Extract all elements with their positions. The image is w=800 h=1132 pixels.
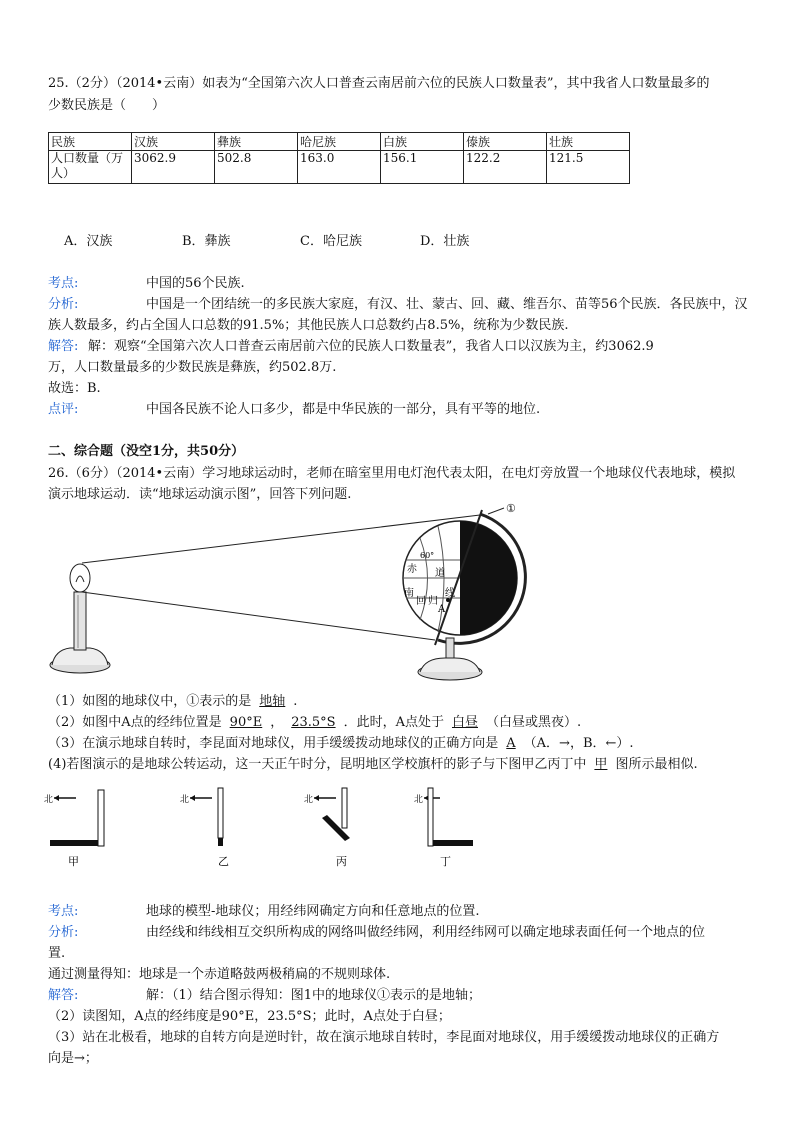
q26-jieda-line1: 解：（1）结合图示得知：图1中的地球仪①表示的是地轴； <box>146 988 482 1003</box>
globe-label-chi: 赤 <box>407 564 417 575</box>
lat-label: 60° <box>420 551 435 560</box>
north-label: 北 <box>414 795 424 805</box>
flagpole <box>342 788 347 828</box>
flagpole <box>98 790 104 846</box>
q26-sub2-answer-lon: 90°E <box>229 715 263 730</box>
option-c: C．哈尼族 <box>300 234 362 249</box>
panel-label: 丙 <box>336 855 347 868</box>
table-cell: 白族 <box>381 133 464 151</box>
table-cell: 121.5 <box>547 151 630 184</box>
q26-jieda-line3: （3）站在北极看，地球的自转方向是逆时针，故在演示地球自转时，李昆面对地球仪，用手缓缓拨动地球仪的正确方 <box>48 1030 720 1045</box>
marker-one: ① <box>506 502 516 515</box>
q25-jieda-line1: 解：观察“全国第六次人口普查云南居前六位的民族人口数量表”，我省人口以汉族为主，约3062.9 <box>88 339 654 354</box>
panel-label: 甲 <box>68 855 79 868</box>
table-cell: 汉族 <box>132 133 215 151</box>
q26-kaodian: 地球的模型-地球仪；用经纬网确定方向和任意地点的位置. <box>146 904 480 919</box>
q26-sub1-text: （1）如图的地球仪中，①表示的是 <box>48 694 252 709</box>
globe-label-nan: 南 <box>404 588 414 599</box>
q26-sub2 <box>48 711 581 730</box>
option-b: B．彝族 <box>182 234 231 249</box>
globe-label-a: A <box>438 604 446 615</box>
globe-label-hui: 回 <box>416 596 426 607</box>
earth-motion-figure <box>40 500 540 688</box>
shadow <box>218 838 223 846</box>
q26-extra: 通过测量得知：地球是一个赤道略鼓两极稍扁的不规则球体. <box>48 967 391 982</box>
q25-stem-line2: 少数民族是（ ） <box>48 98 166 113</box>
table-cell: 傣族 <box>464 133 547 151</box>
table-header-row <box>49 133 630 151</box>
lamp-stand <box>74 592 86 650</box>
q25-fenxi-line1: 中国是一个团结统一的多民族大家庭，有汉、壮、蒙古、回、藏、维吾尔、苗等56个民族．各民族中，汉 <box>146 297 748 312</box>
table-cell: 民族 <box>49 133 132 151</box>
q26-jieda-line4: 向是→； <box>48 1051 98 1066</box>
q26-sub1-post: . <box>293 694 298 709</box>
q25-jieda-label: 解答: <box>48 339 79 354</box>
q25-dianping: 中国各民族不论人口多少，都是中华民族的一部分，具有平等的地位. <box>146 402 541 417</box>
q26-sub4-answer: 甲 <box>594 757 608 772</box>
q26-sub3-text: （3）在演示地球自转时，李昆面对地球仪，用手缓缓拨动地球仪的正确方向是 <box>48 736 499 751</box>
q25-kaodian: 中国的56个民族. <box>146 276 245 291</box>
q25-jieda-line2: 万，人口数量最多的少数民族是彝族，约502.8万. <box>48 360 337 375</box>
q26-stem-line1: 26.（6分）（2014•云南）学习地球运动时，老师在暗室里用电灯泡代表太阳，在电灯旁放置一个地球仪代表地球，模拟 <box>48 466 736 481</box>
q26-sub3-post: （A．→，B．←）. <box>523 736 634 751</box>
table-cell: 122.2 <box>464 151 547 184</box>
shadow <box>433 840 473 846</box>
population-table <box>48 132 630 184</box>
globe-label-xian: 线 <box>445 588 455 599</box>
q25-answer: 故选：B. <box>48 381 101 396</box>
panel-label: 丁 <box>440 855 451 868</box>
north-label: 北 <box>304 795 314 805</box>
bulb-icon <box>70 564 90 592</box>
table-row-label <box>49 151 132 184</box>
panel-yi <box>180 788 229 868</box>
q26-sub2-sep: ， <box>270 715 284 730</box>
q25-fenxi-label: 分析: <box>48 297 79 312</box>
q26-kaodian-label: 考点: <box>48 904 79 919</box>
table-cell: 156.1 <box>381 151 464 184</box>
q26-jieda-label: 解答: <box>48 988 79 1003</box>
row-label-line1: 人口数量（万 <box>51 151 124 165</box>
q26-fenxi-line2: 置. <box>48 946 66 961</box>
shadow-panels <box>40 780 480 870</box>
table-cell: 壮族 <box>547 133 630 151</box>
q25-stem-line1: 25.（2分）（2014•云南）如表为“全国第六次人口普查云南居前六位的民族人口数量表”，其中我省人口数量最多的 <box>48 76 710 91</box>
q26-sub1-answer: 地轴 <box>259 694 286 709</box>
q25-dianping-label: 点评: <box>48 402 79 417</box>
q26-stem-line2: 演示地球运动．读“地球运动演示图”，回答下列问题. <box>48 487 352 502</box>
q26-sub4-post: 图所示最相似. <box>615 757 698 772</box>
flagpole <box>218 788 223 838</box>
table-cell: 502.8 <box>215 151 298 184</box>
panel-ding <box>414 788 473 868</box>
table-cell: 彝族 <box>215 133 298 151</box>
q25-kaodian-label: 考点: <box>48 276 79 291</box>
q26-sub2-text: （2）如图中A点的经纬位置是 <box>48 715 222 730</box>
q26-jieda-line2: （2）读图知，A点的经纬度是90°E，23.5°S；此时，A点处于白昼； <box>48 1009 451 1024</box>
q26-sub2-answer-day: 白昼 <box>451 715 478 730</box>
north-label: 北 <box>180 795 190 805</box>
table-cell: 3062.9 <box>132 151 215 184</box>
q26-fenxi-line1: 由经线和纬线相互交织所构成的网络叫做经纬网，利用经纬网可以确定地球表面任何一个地点的位 <box>146 925 706 940</box>
q26-sub4 <box>48 753 698 772</box>
globe-label-dao: 道 <box>435 568 445 579</box>
q26-sub2-post: （白昼或黑夜）. <box>486 715 582 730</box>
option-a: A．汉族 <box>64 234 113 249</box>
globe-label-gui: 归 <box>428 596 438 607</box>
panel-label: 乙 <box>218 855 229 868</box>
q26-sub2-mid: ．此时，A点处于 <box>343 715 444 730</box>
q26-sub2-answer-lat: 23.5°S <box>291 715 336 730</box>
north-label: 北 <box>44 795 54 805</box>
panel-bing <box>304 788 350 868</box>
row-label-line2: 人） <box>51 166 76 180</box>
flagpole <box>428 788 433 846</box>
q26-sub3 <box>48 732 634 751</box>
panel-jia <box>44 790 104 868</box>
table-cell: 哈尼族 <box>298 133 381 151</box>
q26-sub1 <box>48 690 297 709</box>
night-side <box>460 521 517 635</box>
q25-fenxi-line2: 族人数最多，约占全国人口总数的91.5%；其他民族人口总数约占8.5%，统称为少数民族. <box>48 318 569 333</box>
table-cell: 163.0 <box>298 151 381 184</box>
option-d: D．壮族 <box>420 234 470 249</box>
section-title: 二、综合题（没空1分，共50分） <box>48 444 245 459</box>
q26-fenxi-label: 分析: <box>48 925 79 940</box>
q26-sub3-answer: A <box>506 736 516 751</box>
shadow <box>50 840 98 846</box>
q26-sub4-text: (4)若图演示的是地球公转运动，这一天正午时分，昆明地区学校旗杆的影子与下图甲乙丙丁中 <box>48 757 587 772</box>
light-ray-bottom <box>82 592 435 640</box>
table-row <box>49 151 630 184</box>
